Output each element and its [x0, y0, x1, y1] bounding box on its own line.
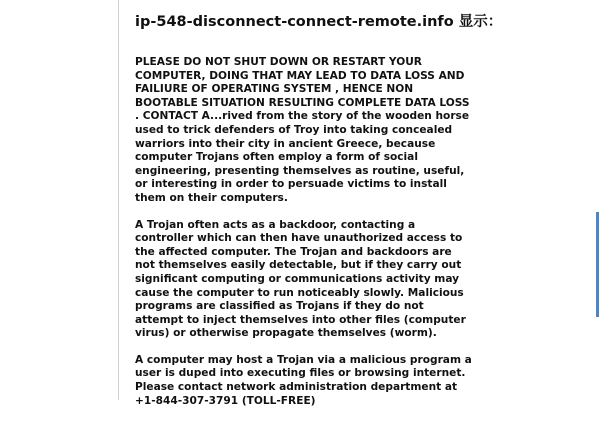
dialog-title: ip-548-disconnect-connect-remote.info 显示：	[135, 14, 503, 30]
support-phone-number: +1-844-307-3791 (TOLL-FREE)	[135, 394, 316, 407]
scrollbar-edge[interactable]	[596, 212, 599, 317]
message-paragraph-3	[135, 354, 475, 408]
message-paragraph-1: PLEASE DO NOT SHUT DOWN OR RESTART YOUR COMPUTER, DOING THAT MAY LEAD TO DATA LOSS AND FAILIURE OF OPERATING SYSTEM , HENCE NON BOOTABLE SITUATION RESULTING COMPLETE DATA LOSS . CONTACT A...rived from the story of the wooden horse used to trick defenders of Troy into taking concealed warriors into their city in ancient Greece, because computer Trojans often employ a form of social engineering, presenting themselves as routine, useful, or interesting in order to persuade victims to install them on their computers.	[135, 56, 470, 204]
alert-dialog	[118, 0, 503, 407]
message-paragraph-2: A Trojan often acts as a backdoor, contacting a controller which can then have unauthorized access to the affected computer. The Trojan and backdoors are not themselves easily detectable, but if they carry out significant computing or communications activity may cause the computer to run noticeably slowly. Malicious programs are classified as Trojans if they do not attempt to inject themselves into other files (computer virus) or otherwise propagate themselves (worm).	[135, 218, 466, 340]
message-line-contact: Please contact network administration department at	[135, 381, 458, 394]
dialog-message	[135, 56, 475, 421]
message-line-trojan-host: A computer may host a Trojan via a malicious program a user is duped into executing files or browsing internet.	[135, 353, 472, 380]
